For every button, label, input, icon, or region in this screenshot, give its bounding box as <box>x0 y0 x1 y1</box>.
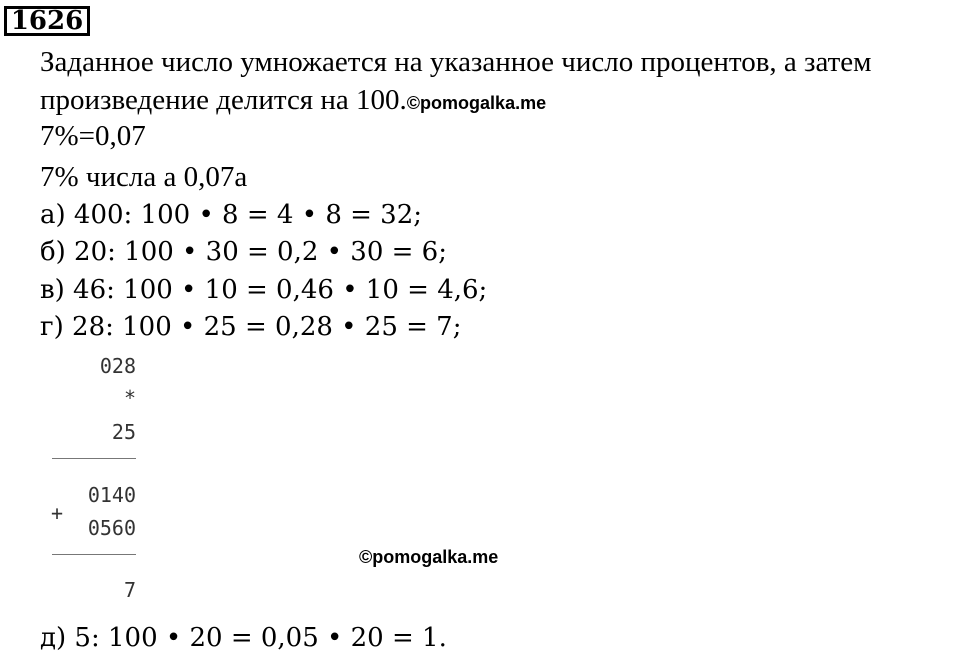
intro-line-2 <box>40 83 546 117</box>
column-operator: * <box>123 386 136 410</box>
column-divider-2 <box>52 554 136 555</box>
watermark-inline: ©pomogalka.me <box>406 93 547 113</box>
column-multiplicand: 028 <box>99 354 136 378</box>
column-multiplier: 25 <box>111 420 136 444</box>
watermark-center: ©pomogalka.me <box>359 547 499 567</box>
column-partial-2: 0560 <box>87 516 136 540</box>
column-result: 7 <box>123 578 136 602</box>
percent-conversion: 7%=0,07 <box>40 120 146 152</box>
intro-line-2-text: произведение делится на 100. <box>40 84 407 116</box>
solution-item-a: а) 400: 100 • 8 = 4 • 8 = 32; <box>40 200 423 230</box>
solution-item-g: г) 28: 100 • 25 = 0,28 • 25 = 7; <box>40 312 462 342</box>
column-partial-1: 0140 <box>87 483 136 507</box>
solution-item-b: б) 20: 100 • 30 = 0,2 • 30 = 6; <box>40 237 447 267</box>
column-plus-sign: + <box>51 501 64 525</box>
solution-item-d: д) 5: 100 • 20 = 0,05 • 20 = 1. <box>40 623 447 653</box>
column-divider-1 <box>52 458 136 459</box>
percent-of-number: 7% числа a 0,07a <box>40 161 248 193</box>
intro-line-1: Заданное число умножается на указанное число процентов, а затем <box>40 46 872 78</box>
problem-number: 1626 <box>4 6 90 36</box>
solution-item-v: в) 46: 100 • 10 = 0,46 • 10 = 4,6; <box>40 275 488 305</box>
